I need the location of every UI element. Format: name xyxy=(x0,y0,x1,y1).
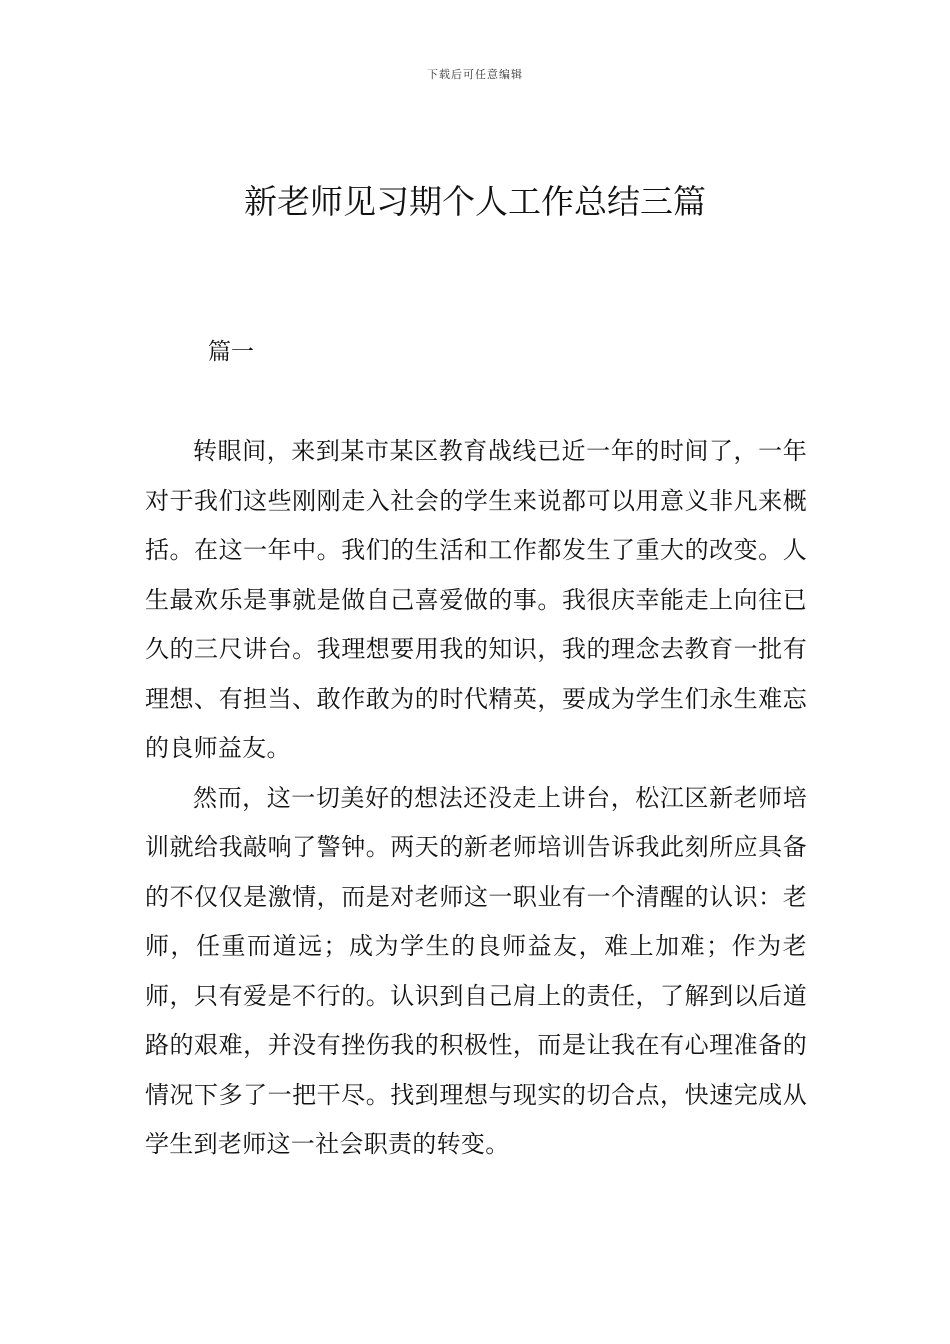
section-heading: 篇一 xyxy=(208,339,254,365)
paragraph-2: 然而，这一切美好的想法还没走上讲台，松江区新老师培训就给我敲响了警钟。两天的新老师培训告诉我此刻所应具备的不仅仅是激情，而是对老师这一职业有一个清醒的认识：老师，任重而道远；成为学生的良师益友，难上加难；作为老师，只有爱是不行的。认识到自己肩上的责任，了解到以后道路的艰难，并没有挫伤我的积极性，而是让我在有心理准备的情况下多了一把干尽。找到理想与现实的切合点，快速完成从学生到老师这一社会职责的转变。 xyxy=(145,783,807,1158)
document-body xyxy=(145,427,807,1170)
document-title: 新老师见习期个人工作总结三篇 xyxy=(244,182,706,221)
page-header-note: 下载后可任意编辑 xyxy=(427,68,523,81)
paragraph-1: 转眼间，来到某市某区教育战线已近一年的时间了，一年对于我们这些刚刚走入社会的学生来说都可以用意义非凡来概括。在这一年中。我们的生活和工作都发生了重大的改变。人生最欢乐是事就是做自己喜爱做的事。我很庆幸能走上向往已久的三尺讲台。我理想要用我的知识，我的理念去教育一批有理想、有担当、敢作敢为的时代精英，要成为学生们永生难忘的良师益友。 xyxy=(145,437,807,762)
